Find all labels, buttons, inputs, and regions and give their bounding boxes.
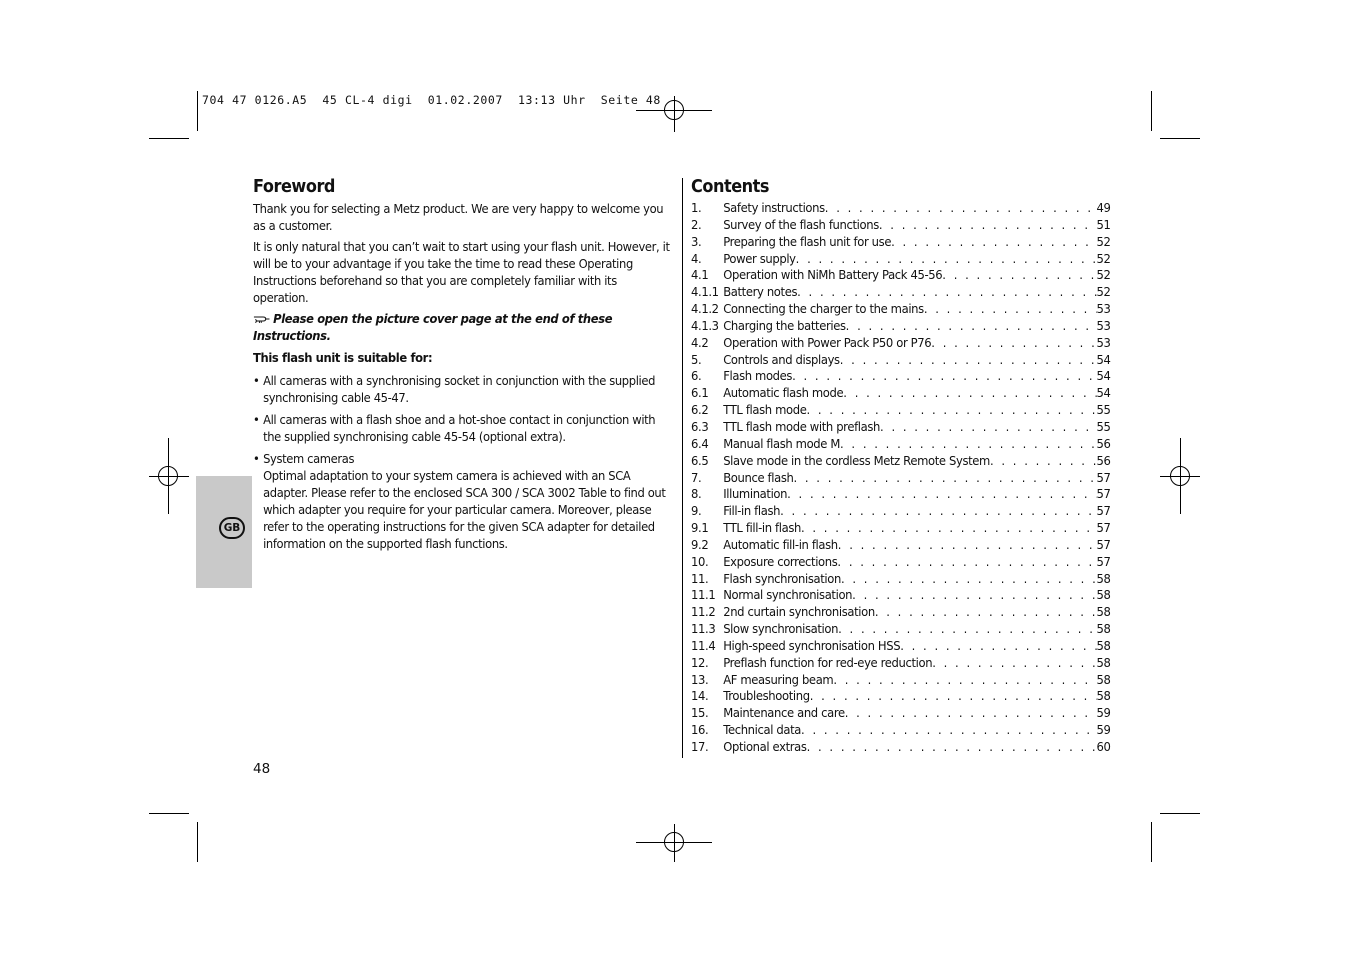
- toc-entry: [691, 318, 1111, 335]
- toc-number: 6.1: [691, 385, 709, 401]
- toc-entry: [691, 453, 1111, 470]
- toc-entry: [691, 587, 1111, 604]
- toc-leader: [837, 554, 1096, 571]
- toc-title: Survey of the flash functions: [723, 216, 879, 232]
- toc-entry: [691, 688, 1111, 705]
- toc-entry: [691, 352, 1111, 369]
- toc-title: Exposure corrections: [723, 553, 838, 569]
- toc-leader: [801, 520, 1097, 537]
- toc-title: Automatic fill-in flash: [723, 536, 838, 552]
- toc-title: Normal synchronisation: [723, 587, 853, 603]
- toc-title: Bounce flash: [723, 469, 794, 485]
- toc-leader: [838, 537, 1097, 554]
- toc-leader: [879, 217, 1097, 234]
- toc-number: 15.: [691, 705, 709, 721]
- toc-number: 4.2: [691, 334, 709, 350]
- toc-title: Fill-in flash: [723, 503, 781, 519]
- print-slug: 704 47 0126.A5 45 CL-4 digi 01.02.2007 13:13 Uhr Seite 48: [202, 93, 661, 107]
- toc-entry: [691, 335, 1111, 352]
- foreword-paragraph: Thank you for selecting a Metz product. We are very happy to welcome you as a customer.: [253, 201, 664, 233]
- toc-page-number: 57: [1096, 520, 1111, 536]
- toc-entry: [691, 486, 1111, 503]
- toc-number: 5.: [691, 351, 702, 367]
- toc-number: 11.1: [691, 587, 716, 603]
- toc-page-number: 55: [1096, 402, 1111, 418]
- toc-page-number: 58: [1096, 570, 1111, 586]
- toc-leader: [891, 234, 1096, 251]
- toc-leader: [852, 587, 1096, 604]
- toc-number: 4.1.1: [691, 284, 719, 300]
- note-text: Please open the picture cover page at the end of these Instructions.: [253, 311, 613, 343]
- toc-number: 6.5: [691, 452, 709, 468]
- toc-number: 9.1: [691, 520, 709, 536]
- toc-page-number: 51: [1096, 216, 1111, 232]
- toc-number: 4.1: [691, 267, 709, 283]
- toc-number: 6.: [691, 368, 702, 384]
- toc-entry: [691, 234, 1111, 251]
- toc-title: Operation with NiMh Battery Pack 45-56: [723, 267, 943, 283]
- toc-number: 16.: [691, 722, 709, 738]
- toc-title: 2nd curtain synchronisation: [723, 604, 875, 620]
- toc-entry: [691, 571, 1111, 588]
- toc-page-number: 60: [1096, 739, 1111, 754]
- toc-number: 12.: [691, 654, 709, 670]
- list-item: [253, 372, 674, 406]
- toc-page-number: 59: [1096, 705, 1111, 721]
- toc-page-number: 53: [1096, 334, 1111, 350]
- toc-number: 11.2: [691, 604, 716, 620]
- toc-page-number: 56: [1096, 435, 1111, 451]
- toc-entry: [691, 739, 1111, 756]
- toc-leader: [990, 453, 1097, 470]
- column-divider: [682, 178, 683, 758]
- toc-number: 14.: [691, 688, 709, 704]
- pointing-hand-icon: [253, 313, 271, 324]
- toc-number: 6.3: [691, 418, 709, 434]
- toc-leader: [931, 335, 1096, 352]
- toc-number: 9.: [691, 503, 702, 519]
- toc-page-number: 58: [1096, 688, 1111, 704]
- toc-title: TTL flash mode: [723, 402, 807, 418]
- toc-page-number: 58: [1096, 671, 1111, 687]
- toc-page-number: 57: [1096, 469, 1111, 485]
- bullet-text: All cameras with a synchronising socket in conjunction with the supplied synchronising cable 45-47.: [263, 373, 656, 405]
- toc-number: 11.: [691, 570, 709, 586]
- toc-leader: [942, 267, 1096, 284]
- toc-page-number: 58: [1096, 621, 1111, 637]
- toc-leader: [880, 419, 1096, 436]
- toc-entry: [691, 638, 1111, 655]
- toc-page-number: 54: [1096, 368, 1111, 384]
- toc-title: TTL fill-in flash: [723, 520, 801, 536]
- toc-entry: [691, 503, 1111, 520]
- toc-entry: [691, 200, 1111, 217]
- toc-page-number: 57: [1096, 536, 1111, 552]
- toc-leader: [807, 739, 1097, 756]
- toc-entry: [691, 251, 1111, 268]
- toc-title: Optional extras: [723, 739, 807, 754]
- toc-number: 8.: [691, 486, 702, 502]
- toc-leader: [843, 385, 1096, 402]
- toc-entry: [691, 284, 1111, 301]
- toc-leader: [838, 621, 1096, 638]
- toc-leader: [793, 470, 1096, 487]
- bullet-detail: Optimal adaptation to your system camera is achieved with an SCA adapter. Please refer to the enclosed SCA 300 / SCA 3002 Table to find out which adapter you require for your particular camera. Moreover, please refer to the operating instructions for the given SCA adapter for detailed information on the supported flash functions.: [263, 468, 666, 551]
- toc-number: 3.: [691, 233, 702, 249]
- toc-number: 13.: [691, 671, 709, 687]
- toc-entry: [691, 368, 1111, 385]
- cover-page-note: [253, 310, 674, 344]
- bullet-marker: •: [253, 412, 260, 427]
- toc-page-number: 49: [1096, 200, 1111, 215]
- toc-leader: [801, 722, 1096, 739]
- toc-number: 4.1.2: [691, 301, 719, 317]
- toc-entry: [691, 385, 1111, 402]
- toc-entry: [691, 554, 1111, 571]
- toc-title: Charging the batteries: [723, 317, 846, 333]
- toc-number: 4.1.3: [691, 317, 719, 333]
- toc-title: Automatic flash mode: [723, 385, 844, 401]
- toc-entry: [691, 402, 1111, 419]
- toc-page-number: 53: [1096, 317, 1111, 333]
- foreword-section: [253, 176, 675, 556]
- toc-entry: [691, 436, 1111, 453]
- toc-leader: [787, 486, 1096, 503]
- toc-leader: [875, 604, 1097, 621]
- toc-leader: [796, 251, 1097, 268]
- toc-number: 4.: [691, 250, 702, 266]
- toc-page-number: 54: [1096, 351, 1111, 367]
- toc-entry: [691, 705, 1111, 722]
- toc-page-number: 52: [1096, 233, 1111, 249]
- toc-entry: [691, 722, 1111, 739]
- toc-leader: [841, 571, 1097, 588]
- toc-leader: [780, 503, 1096, 520]
- toc-title: Slave mode in the cordless Metz Remote System: [723, 452, 990, 468]
- contents-list: [691, 200, 1111, 756]
- toc-title: Preparing the flash unit for use: [723, 233, 892, 249]
- contents-section: [691, 176, 1111, 756]
- toc-title: Illumination: [723, 486, 788, 502]
- bullet-text: All cameras with a flash shoe and a hot-shoe contact in conjunction with the supplied synchronising cable 45-54 (optional extra).: [263, 412, 656, 444]
- toc-leader: [900, 638, 1096, 655]
- toc-entry: [691, 217, 1111, 234]
- list-item: [253, 411, 674, 445]
- toc-title: TTL flash mode with preflash: [723, 418, 881, 434]
- toc-page-number: 59: [1096, 722, 1111, 738]
- toc-entry: [691, 267, 1111, 284]
- toc-page-number: 58: [1096, 604, 1111, 620]
- bullet-marker: •: [253, 451, 260, 466]
- bullet-marker: •: [253, 373, 260, 388]
- bullet-text: System cameras: [263, 451, 355, 466]
- toc-leader: [840, 352, 1097, 369]
- toc-number: 1.: [691, 200, 702, 215]
- toc-title: AF measuring beam: [723, 671, 834, 687]
- toc-entry: [691, 621, 1111, 638]
- toc-number: 11.4: [691, 637, 716, 653]
- toc-page-number: 52: [1096, 250, 1111, 266]
- toc-entry: [691, 470, 1111, 487]
- toc-leader: [806, 402, 1096, 419]
- toc-page-number: 52: [1096, 267, 1111, 283]
- toc-title: Power supply: [723, 250, 796, 266]
- toc-leader: [924, 301, 1097, 318]
- toc-number: 9.2: [691, 536, 709, 552]
- foreword-paragraph: It is only natural that you can’t wait to start using your flash unit. However, it will be to your advantage if you take the time to read these Operating Instructions beforehand so that you are completely familiar with its operation.: [253, 239, 670, 305]
- toc-title: Operation with Power Pack P50 or P76: [723, 334, 932, 350]
- toc-entry: [691, 672, 1111, 689]
- toc-leader: [833, 672, 1096, 689]
- toc-page-number: 57: [1096, 553, 1111, 569]
- toc-page-number: 56: [1096, 452, 1111, 468]
- toc-entry: [691, 520, 1111, 537]
- toc-number: 11.3: [691, 621, 716, 637]
- toc-number: 6.4: [691, 435, 709, 451]
- language-badge: GB: [219, 517, 245, 539]
- toc-leader: [932, 655, 1096, 672]
- toc-number: 10.: [691, 553, 709, 569]
- toc-page-number: 57: [1096, 486, 1111, 502]
- toc-page-number: 54: [1096, 385, 1111, 401]
- toc-leader: [845, 705, 1097, 722]
- toc-number: 17.: [691, 739, 709, 754]
- toc-title: Maintenance and care: [723, 705, 845, 721]
- toc-page-number: 58: [1096, 654, 1111, 670]
- toc-page-number: 52: [1096, 284, 1111, 300]
- toc-title: Preflash function for red-eye reduction: [723, 654, 933, 670]
- toc-number: 6.2: [691, 402, 709, 418]
- toc-title: Manual flash mode M: [723, 435, 840, 451]
- toc-leader: [846, 318, 1097, 335]
- toc-leader: [792, 368, 1096, 385]
- toc-title: High-speed synchronisation HSS: [723, 637, 901, 653]
- toc-number: 2.: [691, 216, 702, 232]
- foreword-title: Foreword: [253, 177, 335, 197]
- toc-number: 7.: [691, 469, 702, 485]
- toc-entry: [691, 537, 1111, 554]
- toc-entry: [691, 419, 1111, 436]
- toc-page-number: 57: [1096, 503, 1111, 519]
- toc-entry: [691, 604, 1111, 621]
- toc-title: Connecting the charger to the mains: [723, 301, 924, 317]
- toc-entry: [691, 655, 1111, 672]
- toc-page-number: 55: [1096, 418, 1111, 434]
- list-item: [253, 450, 674, 552]
- toc-title: Battery notes: [723, 284, 798, 300]
- toc-leader: [825, 200, 1097, 217]
- toc-title: Technical data: [723, 722, 802, 738]
- toc-title: Slow synchronisation: [723, 621, 839, 637]
- contents-title: Contents: [691, 177, 770, 197]
- suitable-heading: This flash unit is suitable for:: [253, 350, 433, 365]
- toc-leader: [840, 436, 1097, 453]
- toc-title: Controls and displays: [723, 351, 840, 367]
- toc-page-number: 58: [1096, 637, 1111, 653]
- toc-title: Troubleshooting: [723, 688, 810, 704]
- toc-page-number: 53: [1096, 301, 1111, 317]
- toc-page-number: 58: [1096, 587, 1111, 603]
- toc-title: Flash synchronisation: [723, 570, 841, 586]
- toc-title: Safety instructions: [723, 200, 825, 215]
- toc-title: Flash modes: [723, 368, 793, 384]
- page-number: 48: [253, 761, 271, 777]
- toc-leader: [810, 688, 1097, 705]
- toc-leader: [797, 284, 1096, 301]
- toc-entry: [691, 301, 1111, 318]
